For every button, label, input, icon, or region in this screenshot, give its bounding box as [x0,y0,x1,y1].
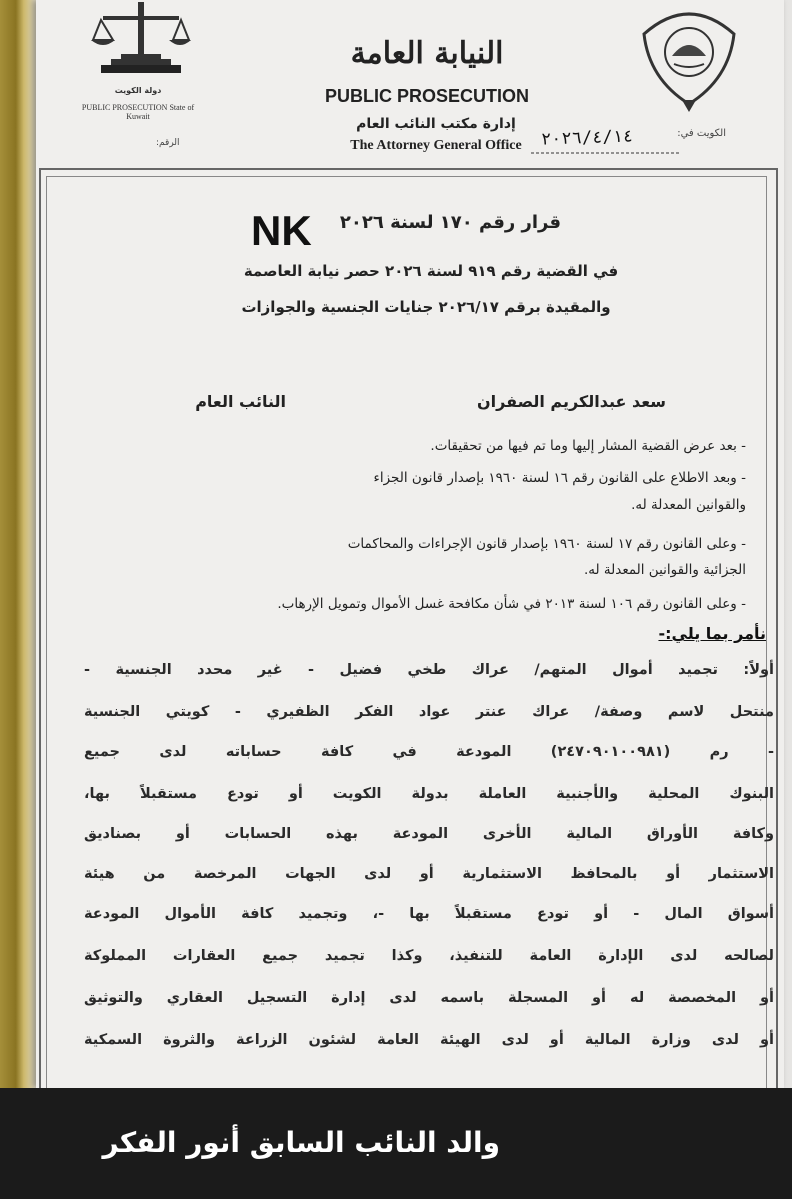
body-line: - رم (٢٤٧٠٩٠١٠٠٩٨١) المودعة في كافة حساباته لدى جميع [84,744,775,760]
decision-title: قرار رقم ١٧٠ لسنة ٢٠٢٦ [339,212,561,233]
preamble-line: - وبعد الاطلاع على القانون رقم ١٦ لسنة ١٩٦٠ بإصدار قانون الجزاء [373,470,746,486]
document-page [36,0,784,1088]
body-line: أو المخصصة له أو المسجلة باسمه لدى إدارة التسجيل العقاري والتوثيق [84,990,774,1006]
caption-bar [0,1088,792,1199]
preamble-line: - بعد عرض القضية المشار إليها وما تم فيها من تحقيقات. [430,438,746,454]
office-name-en: The Attorney General Office [350,138,522,153]
body-line: أولاً: تجميد أموال المتهم/ عراك طخي فضيل - غير محدد الجنسية - [84,662,774,678]
signatory-name: سعد عبدالكريم الصفران [476,392,666,411]
body-line: الاستثمار أو بالمحافظ الاستثمارية أو لدى الجهات المرخصة من هيئة [84,866,774,882]
body-line: لصالحه لدى الإدارة العامة للتنفيذ، وكذا تجميد جميع العقارات المملوكة [84,948,774,964]
handwritten-date: ٢٠٢٦/٤/١٤ [540,126,634,150]
office-name-ar: إدارة مكتب النائب العام [356,116,516,132]
body-line: أو لدى وزارة المالية أو لدى الهيئة العامة لشئون الزراعة والثروة السمكية [84,1032,774,1048]
body-line: البنوك المحلية والأجنبية العاملة بدولة الكويت أو تودع مستقبلاً بها، [84,786,774,802]
preamble-line: والقوانين المعدلة له. [631,497,746,513]
scales-of-justice-emblem [91,2,191,84]
preamble-line: - وعلى القانون رقم ١٠٦ لسنة ٢٠١٣ في شأن مكافحة غسل الأموال وتمويل الإرهاب. [277,596,746,612]
reference-label: الرقم: [156,138,180,148]
preamble-line: - وعلى القانون رقم ١٧ لسنة ١٩٦٠ بإصدار قانون الإجراءات والمحاكمات [347,536,746,552]
body-line: منتحل لاسم وصفة/ عراك عنتر عواد الفكر الظفيري - كويتي الجنسية [84,704,774,720]
order-heading: نأمر بما يلي:- [658,624,766,643]
kuwait-date-label: الكويت في: [677,128,726,139]
case-line-2: والمقيدة برقم ٢٠٢٦/١٧ جنايات الجنسية والجوازات [241,298,611,316]
kuwait-emblem [634,4,744,112]
state-name-en: PUBLIC PROSECUTION State of Kuwait [81,103,195,121]
signatory-title: النائب العام [195,392,286,411]
header-title-ar: النيابة العامة [350,36,504,71]
header-title-en: PUBLIC PROSECUTION [324,86,529,106]
date-underline [531,150,681,156]
caption-text: والد النائب السابق أنور الفكر [102,1126,500,1159]
body-line: وكافة الأوراق المالية الأخرى المودعة بهذه الحسابات أو بصناديق [84,826,774,842]
state-name-ar: دولة الكويت [114,86,162,95]
nk-mark: NK [251,207,312,254]
body-line: أسواق المال - أو تودع مستقبلاً بها -، وتجميد كافة الأموال المودعة [84,906,774,922]
case-line-1: في القضية رقم ٩١٩ لسنة ٢٠٢٦ حصر نيابة العاصمة [243,262,619,280]
preamble-line: الجزائية والقوانين المعدلة له. [583,562,746,578]
